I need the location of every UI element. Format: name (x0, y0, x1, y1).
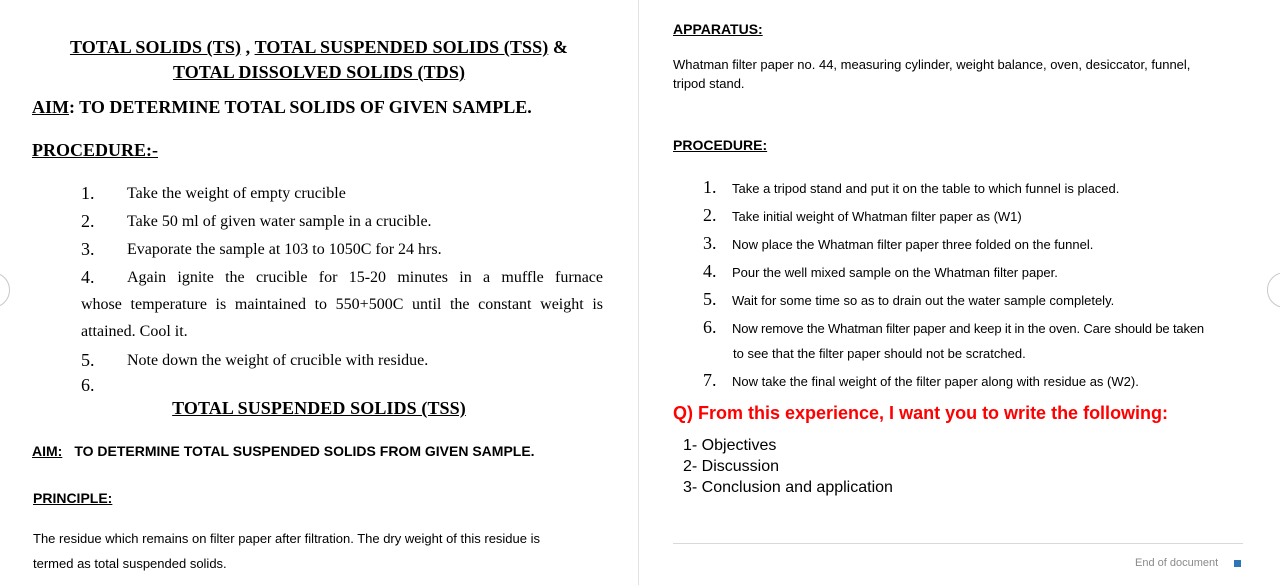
principle-heading: PRINCIPLE: (33, 490, 113, 506)
title-ampersand: & (548, 37, 569, 57)
document-title-line1 (0, 37, 638, 58)
title-tss: TOTAL SUSPENDED SOLIDS (TSS) (254, 37, 549, 57)
step-number: 3. (703, 233, 717, 253)
end-of-document-marker-icon (1234, 560, 1241, 567)
aim-label: AIM (32, 97, 69, 117)
procedure-heading-left: PROCEDURE:- (32, 140, 158, 160)
step-number: 5. (81, 350, 95, 370)
step-number: 1. (81, 183, 95, 203)
step-text: Evaporate the sample at 103 to 1050C for 24 hrs. (127, 241, 442, 258)
step-number: 3. (81, 239, 95, 259)
question-item-conclusion: 3- Conclusion and application (683, 479, 893, 496)
procedure-heading-right: PROCEDURE: (673, 137, 768, 153)
step-number: 2. (81, 211, 95, 231)
step-text-continued: to see that the filter paper should not be scratched. (733, 346, 1026, 361)
step-text: Take a tripod stand and put it on the table to which funnel is placed. (732, 181, 1120, 196)
apparatus-line2: tripod stand. (673, 76, 745, 91)
step-text: Now place the Whatman filter paper three folded on the funnel. (732, 237, 1094, 252)
apparatus-heading: APPARATUS: (673, 21, 763, 37)
step-text: Now take the final weight of the filter paper along with residue as (W2). (732, 374, 1139, 389)
aim-text: : TO DETERMINE TOTAL SOLIDS OF GIVEN SAMPLE. (69, 97, 532, 117)
document-title-line2 (0, 62, 638, 83)
step-number: 6. (703, 317, 717, 337)
step-number: 2. (703, 205, 717, 225)
question-item-objectives: 1- Objectives (683, 437, 777, 454)
step-number: 5. (703, 289, 717, 309)
step-text: Note down the weight of crucible with residue. (127, 352, 429, 369)
step-text: Take initial weight of Whatman filter paper as (W1) (732, 209, 1022, 224)
step-number: 7. (703, 370, 717, 390)
tss-heading: TOTAL SUSPENDED SOLIDS (TSS) (172, 398, 466, 418)
step-text: Wait for some time so as to drain out the water sample completely. (732, 293, 1115, 308)
aim-tss (32, 443, 535, 459)
aim-tss-text: TO DETERMINE TOTAL SUSPENDED SOLIDS FROM GIVEN SAMPLE. (74, 443, 535, 459)
step-text: Take the weight of empty crucible (127, 185, 346, 202)
aim-total-solids (32, 97, 532, 118)
step-number: 6. (81, 375, 95, 395)
end-divider (673, 543, 1243, 544)
title-separator: , (241, 37, 255, 57)
step-text: Now remove the Whatman filter paper and keep it in the oven. Care should be taken (732, 321, 1205, 336)
question-item-discussion: 2- Discussion (683, 458, 780, 475)
step-number: 4. (81, 267, 95, 287)
principle-line2: termed as total suspended solids. (33, 556, 227, 571)
title-tds: TOTAL DISSOLVED SOLIDS (TDS) (172, 62, 466, 82)
document-page-left (0, 0, 639, 585)
principle-line1: The residue which remains on filter paper after filtration. The dry weight of this residue is (33, 531, 540, 546)
step-text: Take 50 ml of given water sample in a crucible. (127, 213, 432, 230)
step-number: 1. (703, 177, 717, 197)
title-ts: TOTAL SOLIDS (TS) (69, 37, 242, 57)
step-text-continued: attained. Cool it. (81, 323, 188, 340)
step-number: 4. (703, 261, 717, 281)
apparatus-line1: Whatman filter paper no. 44, measuring cylinder, weight balance, oven, desiccator, funnel, (673, 57, 1191, 72)
step-text: Pour the well mixed sample on the Whatman filter paper. (732, 265, 1058, 280)
aim-tss-label: AIM: (32, 443, 63, 459)
step-text-continued: whose temperature is maintained to 550+500C until the constant weight is (81, 296, 603, 313)
question-heading: Q) From this experience, I want you to write the following: (673, 403, 1169, 423)
end-of-document-label: End of document (1135, 557, 1219, 569)
step-text: Again ignite the crucible for 15-20 minutes in a muffle furnace (127, 269, 603, 286)
